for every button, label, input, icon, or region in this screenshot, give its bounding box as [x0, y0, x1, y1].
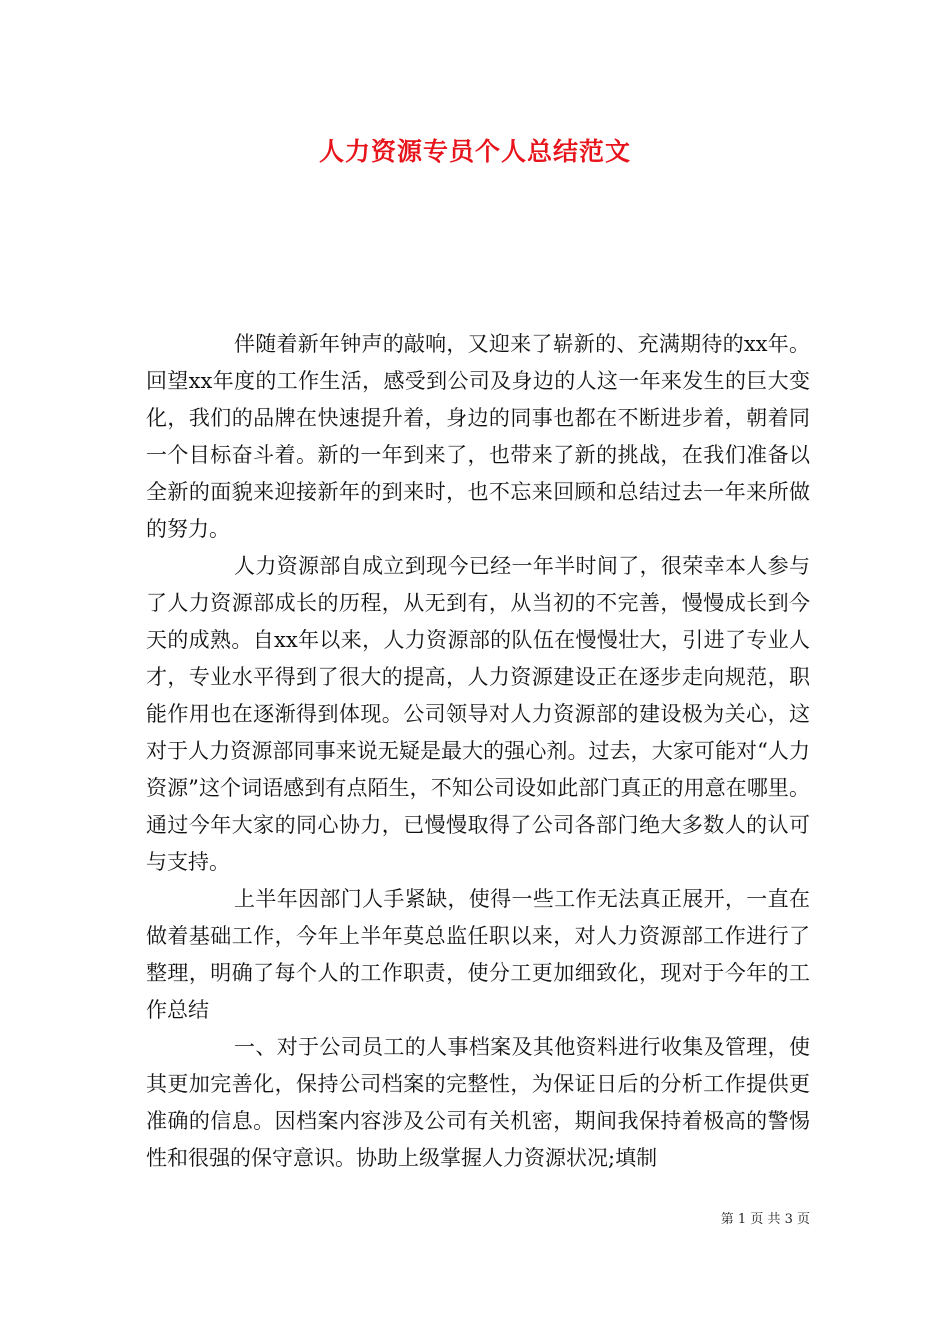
page-footer: 第 1 页 共 3 页: [720, 1212, 810, 1227]
document-body: [146, 326, 810, 1177]
paragraph-3: 上半年因部门人手紧缺，使得一些工作无法真正展开，一直在做着基础工作，今年上半年莫总监任职以来，对人力资源部工作进行了整理，明确了每个人的工作职责，使分工更加细致化，现对于今年的工作总结: [146, 887, 810, 1022]
paragraph-2: 人力资源部自成立到现今已经一年半时间了，很荣幸本人参与了人力资源部成长的历程，从无到有，从当初的不完善，慢慢成长到今天的成熟。自xx年以来，人力资源部的队伍在慢慢壮大，引进了专业人才，专业水平得到了很大的提高，人力资源建设正在逐步走向规范，职能作用也在逐渐得到体现。公司领导对人力资源部的建设极为关心，这对于人力资源部同事来说无疑是最大的强心剂。过去，大家可能对“人力资源”这个词语感到有点陌生，不知公司设如此部门真正的用意在哪里。通过今年大家的同心协力，已慢慢取得了公司各部门绝大多数人的认可与支持。: [146, 554, 810, 874]
paragraph-4: 一、对于公司员工的人事档案及其他资料进行收集及管理，使其更加完善化，保持公司档案的完整性，为保证日后的分析工作提供更准确的信息。因档案内容涉及公司有关机密，期间我保持着极高的警惕性和很强的保守意识。协助上级掌握人力资源状况;填制: [146, 1035, 810, 1170]
paragraph-1: 伴随着新年钟声的敲响，又迎来了崭新的、充满期待的xx年。回望xx年度的工作生活，感受到公司及身边的人这一年来发生的巨大变化，我们的品牌在快速提升着，身边的同事也都在不断进步着，朝着同一个目标奋斗着。新的一年到来了，也带来了新的挑战，在我们准备以全新的面貌来迎接新年的到来时，也不忘来回顾和总结过去一年来所做的努力。: [146, 332, 810, 541]
document-title: 人力资源专员个人总结范文: [318, 137, 631, 166]
